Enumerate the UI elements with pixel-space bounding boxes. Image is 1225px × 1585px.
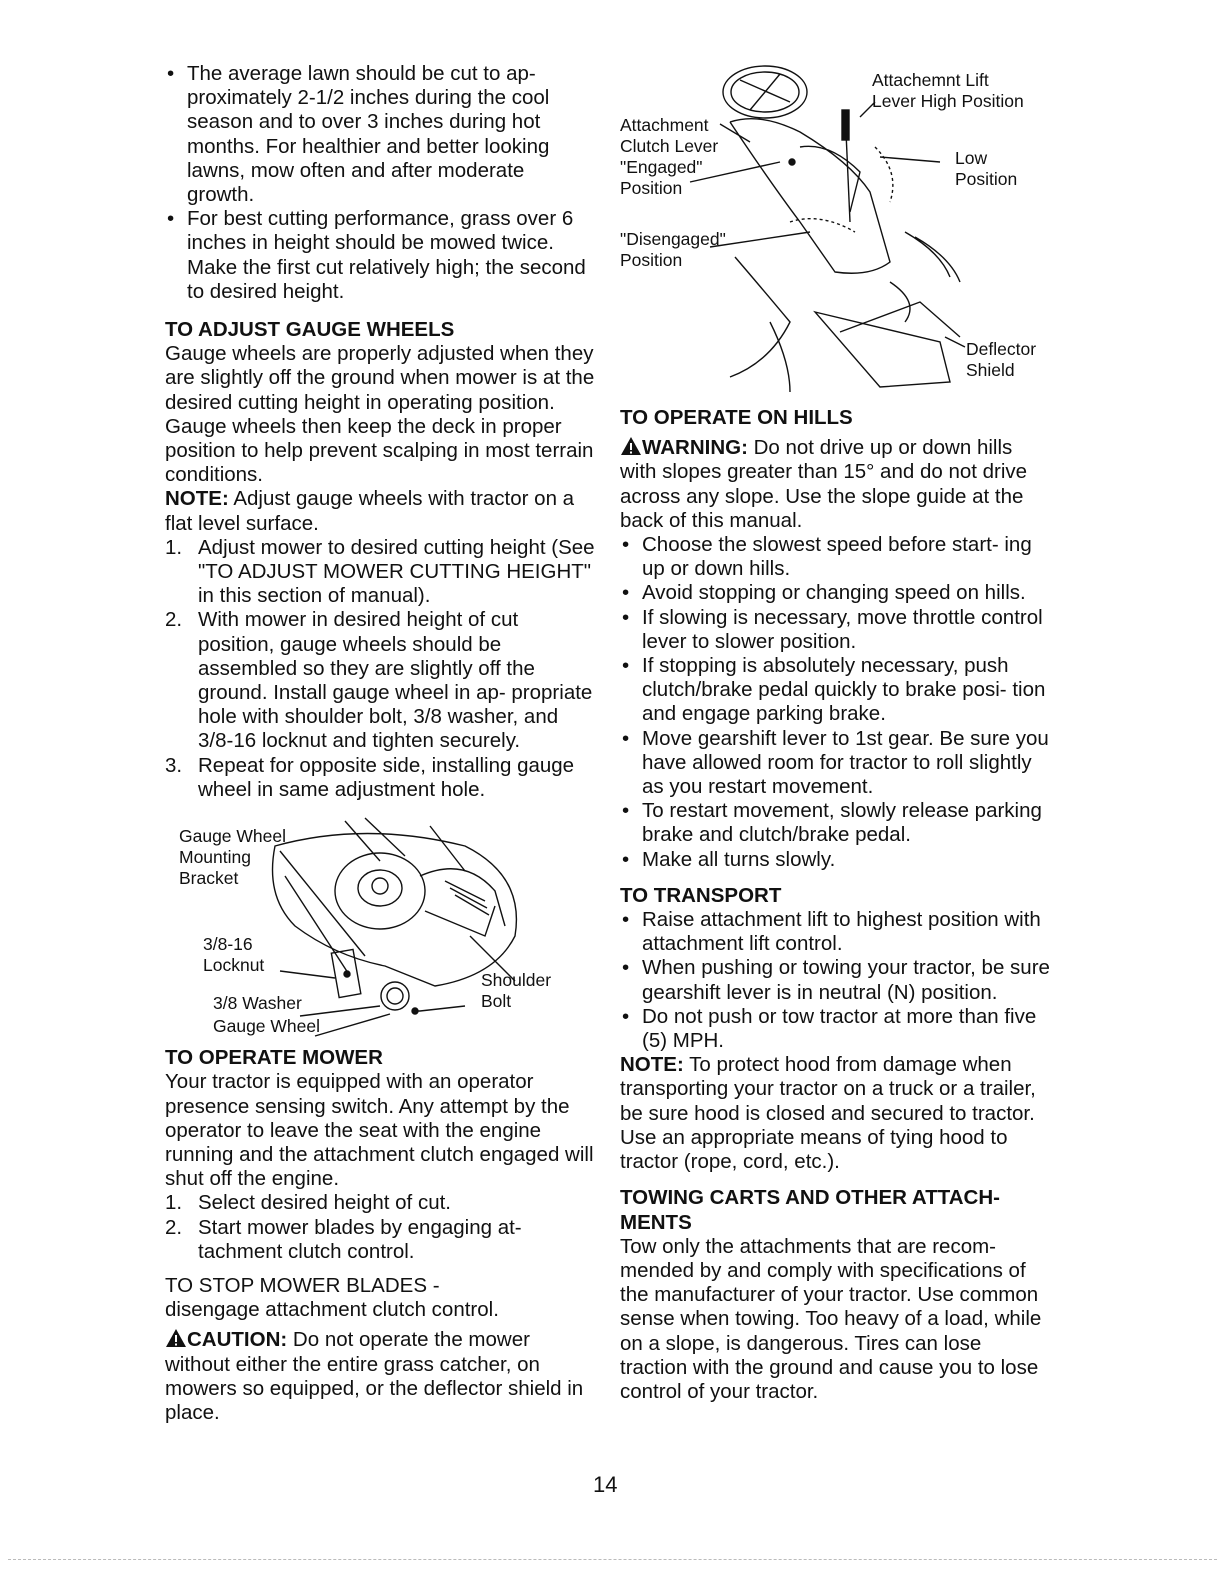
- caution-text: Do not operate the mower without either the entire grass catcher, on mowers so equipped, or the deflector shield in place.: [165, 1328, 584, 1424]
- list-item: • If stopping is absolutely necessary, push clutch/brake pedal quickly to brake posi- tion and engage parking brake.: [620, 654, 1050, 727]
- gauge-steps: [165, 536, 595, 802]
- step-text: Select desired height of cut.: [198, 1191, 451, 1215]
- gauge-wheel-figure: [165, 816, 595, 1038]
- wheel-label: Gauge Wheel: [213, 1016, 321, 1037]
- step-text: With mower in desired height of cut position, gauge wheels should be assembled so they are slightly off the ground. Install gauge wheel in ap- propriate hole with shoulder bolt, 3/8 washer, and 3/8-16 locknut and tighten securely.: [198, 608, 593, 753]
- stop-blades-instruction: disengage attachment clutch control.: [165, 1298, 499, 1322]
- step-number: 3.: [165, 753, 183, 777]
- towing-paragraph: Tow only the attachments that are recom- mended by and comply with specifications of the manufacturer of your tractor. Use common sense when towing. Too heavy of a load, while on a slope, is dangerous. Tires can lose traction with the ground and cause you to lose control of your tractor.: [620, 1234, 1042, 1403]
- warning-triangle-icon: [165, 1328, 187, 1348]
- step-text: Repeat for opposite side, installing gauge wheel in same adjustment hole.: [198, 753, 575, 801]
- transport-bullets: [620, 908, 1050, 1053]
- list-item: • For best cutting performance, grass over 6 inches in height should be mowed twice. Make the first cut relatively high; the second to desired height.: [165, 207, 595, 304]
- list-item: • Move gearshift lever to 1st gear. Be sure you have allowed room for tractor to roll slightly as you restart movement.: [620, 727, 1050, 800]
- note-text: Adjust gauge wheels with tractor on a flat level surface.: [165, 487, 575, 535]
- hills-heading: TO OPERATE ON HILLS: [620, 406, 853, 429]
- list-item: [165, 1191, 595, 1215]
- list-item: • The average lawn should be cut to ap- proximately 2-1/2 inches during the cool season and to over 3 inches during hot months. For healthier and better looking lawns, mow often and after moderate growth.: [165, 62, 595, 207]
- list-item: [165, 608, 595, 753]
- hills-bullets: [620, 533, 1050, 872]
- page-number: 14: [593, 1472, 618, 1497]
- gauge-heading: TO ADJUST GAUGE WHEELS: [165, 318, 455, 342]
- towing-heading: TOWING CARTS AND OTHER ATTACH- MENTS: [620, 1186, 1000, 1234]
- transport-heading: TO TRANSPORT: [620, 883, 782, 907]
- bottom-rule: [8, 1559, 1217, 1560]
- deflector-label: Deflector Shield: [966, 339, 1037, 380]
- washer-label: 3/8 Washer: [213, 993, 302, 1014]
- right-column: [620, 62, 1050, 1404]
- gauge-paragraph: Gauge wheels are properly adjusted when they are slightly off the ground when mower is at the desired cutting height in operating position. Gauge wheels then keep the deck in proper position to help prevent scalping in most terrain conditions.: [165, 342, 595, 487]
- list-item: • Raise attachment lift to highest position with attachment lift control.: [620, 908, 1050, 956]
- list-item: [165, 754, 595, 802]
- list-item: • If slowing is necessary, move throttle control lever to slower position.: [620, 606, 1050, 654]
- note-label: NOTE:: [165, 487, 229, 511]
- locknut-label: 3/8-16 Locknut: [203, 934, 265, 976]
- step-text: Adjust mower to desired cutting height (See "TO ADJUST MOWER CUTTING HEIGHT" in this section of manual).: [198, 535, 595, 608]
- step-number: 2.: [165, 608, 183, 632]
- list-item: [165, 536, 595, 609]
- list-item: • To restart movement, slowly release parking brake and clutch/brake pedal.: [620, 799, 1050, 847]
- bracket-label: Gauge Wheel Mounting Bracket: [179, 826, 287, 889]
- warning-triangle-icon: [620, 436, 642, 456]
- left-column: [165, 62, 595, 1425]
- list-item: [165, 1216, 595, 1264]
- stop-blades-line: TO STOP MOWER BLADES -: [165, 1273, 440, 1297]
- clutch-lever-label: Attachment Clutch Lever "Engaged" Position: [620, 115, 719, 198]
- list-item: • When pushing or towing your tractor, be sure gearshift lever is in neutral (N) position.: [620, 956, 1050, 1004]
- list-item: • Make all turns slowly.: [620, 848, 1050, 872]
- caution-paragraph: [165, 1328, 595, 1425]
- step-number: 2.: [165, 1215, 183, 1239]
- note-text: To protect hood from damage when transporting your tractor on a truck or a trailer, be sure hood is closed and secured to tractor. Use an appropriate means of tying hood to tractor (rope, cord, etc.).: [620, 1053, 1036, 1174]
- gauge-note: [165, 487, 595, 535]
- warning-paragraph: [620, 436, 1050, 533]
- tractor-controls-figure: [620, 62, 1050, 392]
- list-item: • Do not push or tow tractor at more than five (5) MPH.: [620, 1005, 1050, 1053]
- step-number: 1.: [165, 1191, 183, 1215]
- lift-lever-label: Attachemnt Lift Lever High Position: [872, 70, 1024, 111]
- low-position-label: Low Position: [955, 148, 1018, 189]
- transport-note: [620, 1053, 1050, 1174]
- step-number: 1.: [165, 535, 183, 559]
- note-label: NOTE:: [620, 1053, 684, 1077]
- list-item: • Choose the slowest speed before start- ing up or down hills.: [620, 533, 1050, 581]
- warning-text: Do not drive up or down hills with slopes greater than 15° and do not drive across any slope. Use the slope guide at the back of this manual.: [620, 436, 1028, 532]
- operate-paragraph: Your tractor is equipped with an operator presence sensing switch. Any attempt by the operator to leave the seat with the engine running and the attachment clutch engaged will shut off the engine.: [165, 1070, 594, 1191]
- step-text: Start mower blades by engaging at- tachment clutch control.: [198, 1215, 522, 1263]
- warning-label: WARNING:: [642, 436, 748, 460]
- operate-heading: TO OPERATE MOWER: [165, 1046, 383, 1070]
- disengaged-label: "Disengaged" Position: [620, 229, 726, 270]
- operate-steps: [165, 1191, 595, 1264]
- caution-label: CAUTION:: [187, 1328, 288, 1352]
- list-item: • Avoid stopping or changing speed on hills.: [620, 581, 1050, 605]
- intro-bullets: [165, 62, 595, 304]
- bolt-label: Shoulder Bolt: [481, 970, 552, 1012]
